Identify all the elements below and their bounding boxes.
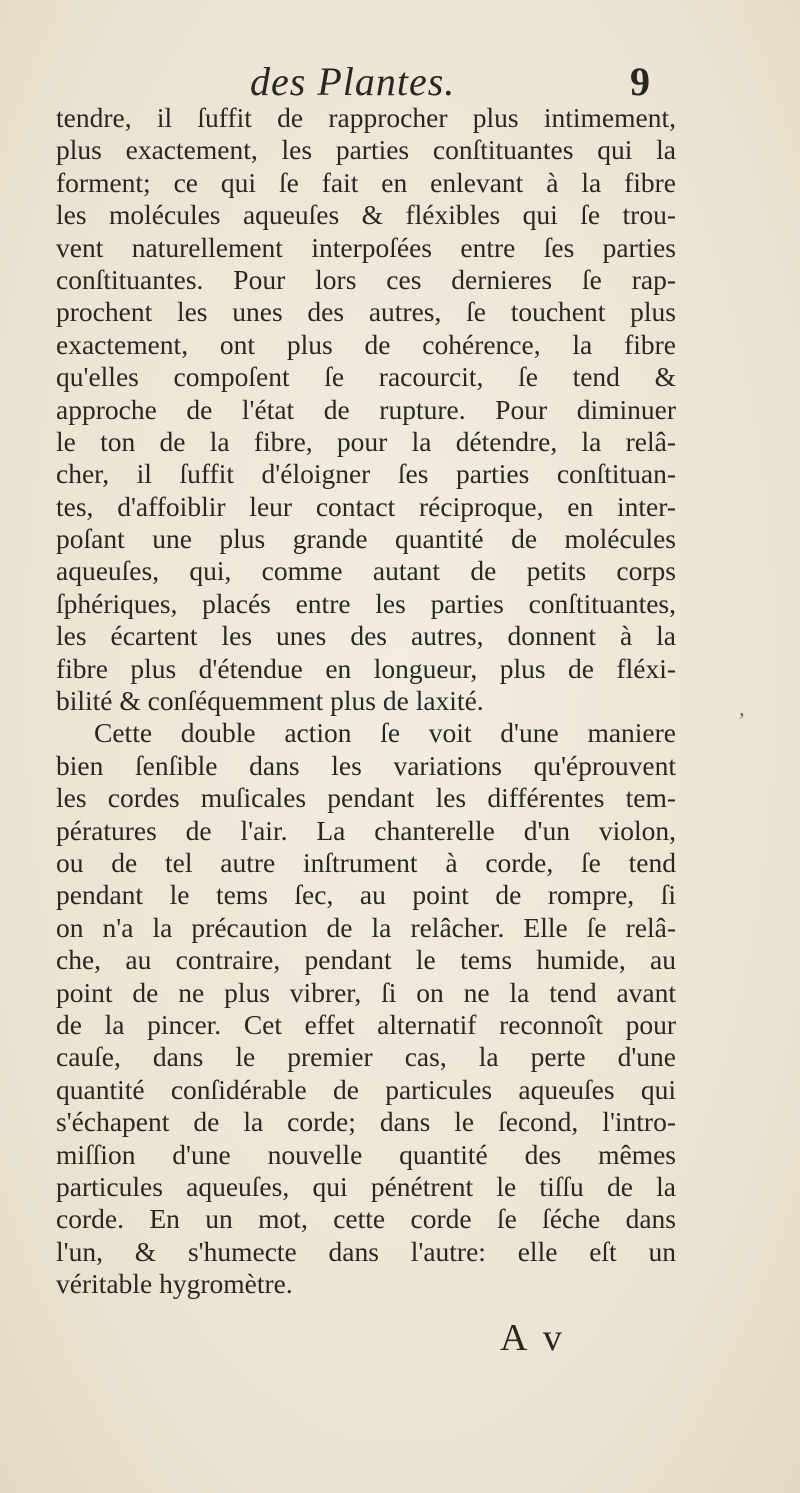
text-line: point de ne plus vibrer, ſi on ne la tend avant [56, 976, 676, 1008]
text-line: bilité & conſéquemment plus de laxité. [56, 685, 484, 717]
text-line: de la pincer. Cet effet alternatif reconnoît pour [56, 1008, 676, 1040]
text-line: exactement, ont plus de cohérence, la fibre [56, 328, 676, 360]
text-line: approche de l'état de rupture. Pour diminuer [56, 393, 676, 425]
text-line: ou de tel autre inſtrument à corde, ſe tend [56, 846, 676, 878]
text-line: Cette double action ſe voit d'une maniere [94, 717, 676, 749]
text-line: conſtituantes. Pour lors ces dernieres ſe rap- [56, 263, 676, 295]
text-line: ſphériques, placés entre les parties conſtituantes, [56, 587, 676, 619]
text-line: s'échapent de la corde; dans le ſecond, l'intro- [56, 1106, 676, 1138]
body-text [56, 102, 676, 1300]
text-line: pératures de l'air. La chanterelle d'un violon, [56, 814, 676, 846]
text-line: les molécules aqueuſes & fléxibles qui ſe trou- [56, 199, 676, 231]
text-line: quantité conſidérable de particules aqueuſes qui [56, 1073, 676, 1105]
text-line: che, au contraire, pendant le tems humide, au [56, 944, 676, 976]
text-line: particules aqueuſes, qui pénétrent le tiſſu de la [56, 1170, 676, 1202]
text-line: qu'elles compoſent ſe racourcit, ſe tend & [56, 361, 676, 393]
text-line: tendre, il ſuffit de rapprocher plus intimement, [56, 102, 676, 133]
text-line: véritable hygromètre. [56, 1268, 293, 1300]
running-title: des Plantes. [250, 59, 456, 104]
text-line: forment; ce qui ſe fait en enlevant à la fibre [56, 166, 676, 198]
page-number: 9 [630, 59, 650, 104]
catchword-signature: A v [500, 1317, 566, 1359]
text-line: cauſe, dans le premier cas, la perte d'une [56, 1041, 676, 1073]
text-line: l'un, & s'humecte dans l'autre: elle eſt un [56, 1235, 676, 1267]
text-line: corde. En un mot, cette corde ſe ſéche dans [56, 1203, 676, 1235]
text-line: prochent les unes des autres, ſe touchent plus [56, 296, 676, 328]
text-line: bien ſenſible dans les variations qu'éprouvent [56, 749, 676, 781]
page-header [0, 58, 800, 108]
text-line: plus exactement, les parties conſtituantes qui la [56, 134, 676, 166]
text-line: miſſion d'une nouvelle quantité des mêmes [56, 1138, 676, 1170]
text-line: fibre plus d'étendue en longueur, plus de fléxi- [56, 652, 676, 684]
text-line: vent naturellement interpoſées entre ſes parties [56, 231, 676, 263]
text-line: poſant une plus grande quantité de molécules [56, 523, 676, 555]
text-line: on n'a la précaution de la relâcher. Elle ſe relâ- [56, 911, 676, 943]
text-line: le ton de la fibre, pour la détendre, la relâ- [56, 425, 676, 457]
text-line: cher, il ſuffit d'éloigner ſes parties conſtituan- [56, 458, 676, 490]
ink-mark-decoration: ʼ [738, 708, 746, 733]
text-line: pendant le tems ſec, au point de rompre, ſi [56, 879, 676, 911]
text-line: tes, d'affoiblir leur contact réciproque, en inter- [56, 490, 676, 522]
text-line: aqueuſes, qui, comme autant de petits corps [56, 555, 676, 587]
text-line: les cordes muſicales pendant les différentes tem- [56, 782, 676, 814]
text-line: les écartent les unes des autres, donnent à la [56, 620, 676, 652]
